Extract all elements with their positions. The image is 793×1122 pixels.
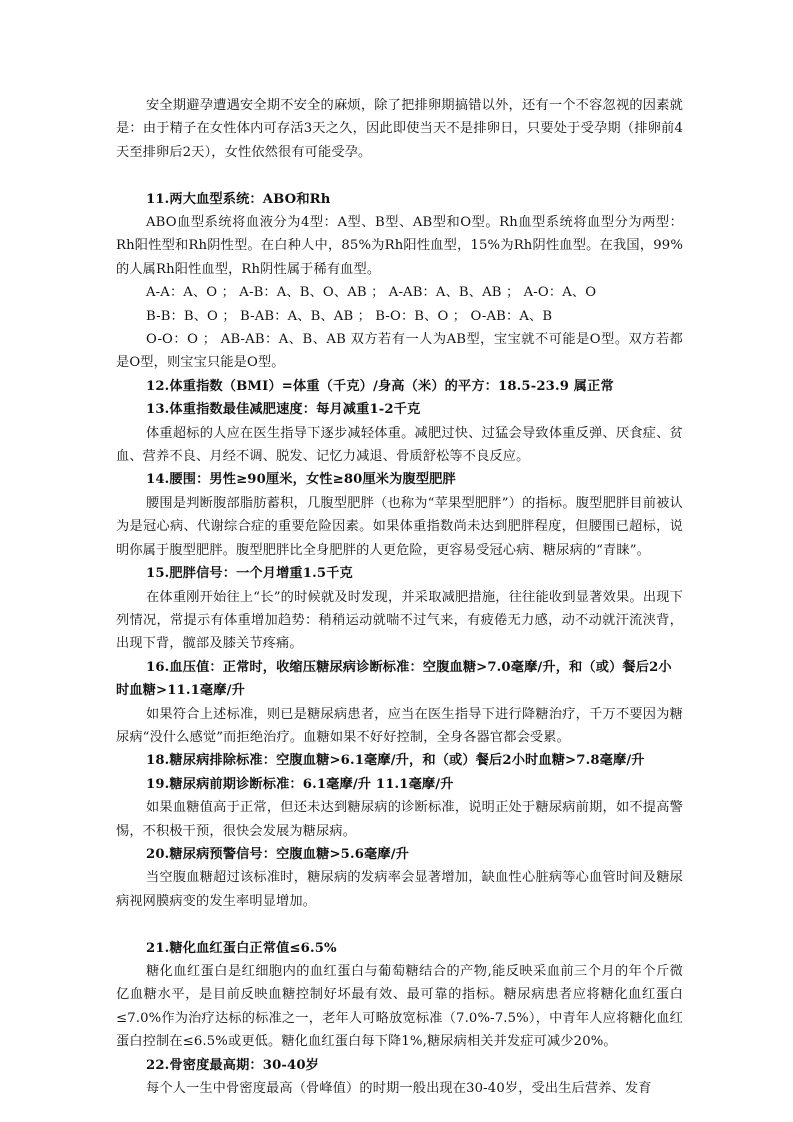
section-12-heading: 12.体重指数（BMI）=体重（千克）/身高（米）的平方：18.5-23.9 属正常 xyxy=(146,378,614,394)
section-21-heading: 21.糖化血红蛋白正常值≤6.5% xyxy=(146,940,337,956)
blood-type-rule-3: O-O：O ； AB-AB：A、B、AB 双方若有一人为AB型，宝宝就不可能是O型。双方若都是O型，则宝宝只能是O型。 xyxy=(116,332,683,371)
section-11-heading: 11.两大血型系统：ABO和Rh xyxy=(146,191,331,207)
section-22-body: 每个人一生中骨密度最高（骨峰值）的时期一般出现在30-40岁，受出生后营养、发育 xyxy=(146,1081,652,1097)
section-13-heading: 13.体重指数最佳减肥速度：每月减重1-2千克 xyxy=(146,402,421,418)
section-16-heading: 16.血压值：正常时，收缩压糖尿病诊断标准：空腹血糖>7.0毫摩/升，和（或）餐后2小时血糖>11.1毫摩/升 xyxy=(116,659,672,699)
section-15-heading: 15.肥胖信号：一个月增重1.5千克 xyxy=(146,566,353,582)
section-15-body: 在体重刚开始往上“长”的时候就及时发现，并采取减肥措施，往往能收到显著效果。出现下列情况，常提示有体重增加趋势：稍稍运动就喘不过气来，有疲倦无力感，动不动就汗流浃背，出现下背，髋部及膝关节疼痛。 xyxy=(116,589,683,652)
section-18-heading: 18.糖尿病排除标准：空腹血糖>6.1毫摩/升，和（或）餐后2小时血糖>7.8毫摩/升 xyxy=(146,753,645,769)
section-14-body: 腰围是判断腹部脂肪蓄积，几腹型肥胖（也称为“苹果型肥胖”）的指标。腹型肥胖目前被认为是冠心病、代谢综合症的重要危险因素。如果体重指数尚未达到肥胖程度，但腰围已超标，说明你属于腹型肥胖。腹型肥胖比全身肥胖的人更危险，更容易受冠心病、糖尿病的“青睐”。 xyxy=(116,495,683,558)
section-11-body: ABO血型系统将血液分为4型：A型、B型、AB型和O型。Rh血型系统将血型分为两型：Rh阳性型和Rh阴性型。在白种人中，85%为Rh阳性血型，15%为Rh阴性血型。在我国，99%的人属Rh阳性血型，Rh阴性属于稀有血型。 xyxy=(116,215,683,277)
section-14-heading: 14.腰围：男性≥90厘米，女性≥80厘米为腹型肥胖 xyxy=(146,472,456,488)
section-16-body: 如果符合上述标准，则已是糖尿病患者，应当在医生指导下进行降糖治疗，千万不要因为糖尿病“没什么感觉”而拒绝治疗。血糖如果不好好控制，全身各器官都会受累。 xyxy=(116,706,683,745)
spacer xyxy=(116,164,683,187)
section-13-body: 体重超标的人应在医生指导下逐步减轻体重。减肥过快、过猛会导致体重反弹、厌食症、贫血、营养不良、月经不调、脱发、记忆力减退、骨质舒松等不良反应。 xyxy=(116,425,683,465)
section-19-heading: 19.糖尿病前期诊断标准：6.1毫摩/升 11.1毫摩/升 xyxy=(146,776,454,792)
blood-type-rule-1: A-A：A、O ； A-B：A、B、O、AB ； A-AB：A、B、AB ； A-O：A、O xyxy=(146,285,597,301)
section-21-body: 糖化血红蛋白是红细胞内的血红蛋白与葡萄糖结合的产物,能反映采血前三个月的年个斤微亿血糖水平，是目前反映血糖控制好坏最有效、最可靠的指标。糖尿病患者应将糖化血红蛋白≤7.0%作为治疗达标的标准之一，老年人可略放宽标准（7.0%-7.5%），中青年人应将糖化血红蛋白控制在≤6.5%或更低。糖化血红蛋白每下降1%,糖尿病相关并发症可减少20%。 xyxy=(116,964,683,1050)
section-20-body: 当空腹血糖超过该标准时，糖尿病的发病率会显著增加，缺血性心脏病等心血管时间及糖尿病视网膜病变的发生率明显增加。 xyxy=(116,870,683,909)
section-20-heading: 20.糖尿病预警信号：空腹血糖>5.6毫摩/升 xyxy=(146,846,410,862)
intro-paragraph: 安全期避孕遭遇安全期不安全的麻烦，除了把排卵期搞错以外，还有一个不容忽视的因素就是：由于精子在女性体内可存活3天之久，因此即使当天不是排卵日，只要处于受孕期（排卵前4天至排卵后2天），女性依然很有可能受孕。 xyxy=(116,98,683,160)
blood-type-rule-2: B-B：B、O ； B-AB：A、B、AB ； B-O：B、O ； O-AB：A、B xyxy=(146,308,553,324)
spacer xyxy=(116,913,683,936)
section-22-heading: 22.骨密度最高期：30-40岁 xyxy=(146,1057,320,1073)
section-19-body: 如果血糖值高于正常，但还未达到糖尿病的诊断标准，说明正处于糖尿病前期，如不提高警惕，不积极干预，很快会发展为糖尿病。 xyxy=(116,800,683,839)
